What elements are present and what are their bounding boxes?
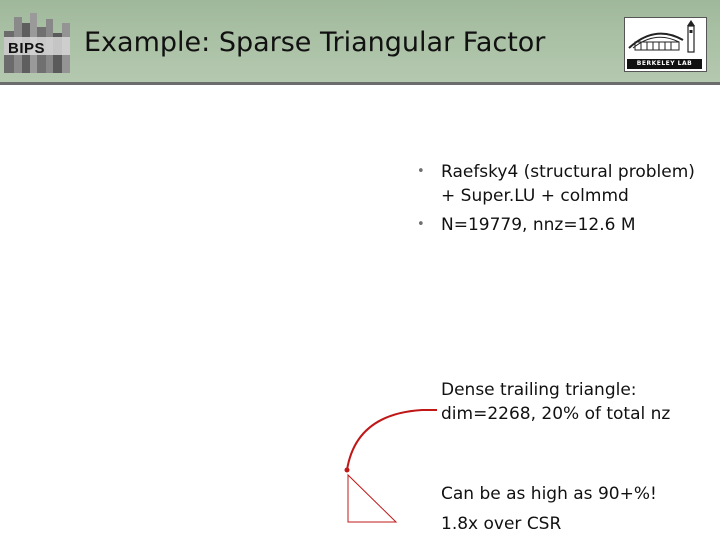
annotation-arrow-arc	[347, 410, 437, 470]
dense-triangle-note: Dense trailing triangle: dim=2268, 20% of total nz	[441, 380, 671, 424]
bips-logo-label: BIPS	[8, 40, 46, 57]
berkeley-lab-wordmark: BERKELEY LAB	[627, 59, 702, 69]
bullet-dot-icon: •	[417, 164, 425, 179]
bullet-text: N=19779, nnz=12.6 M	[441, 215, 636, 235]
speedup-note: 1.8x over CSR	[441, 514, 562, 534]
bullet-text: Raefsky4 (structural problem) + Super.LU + colmmd	[441, 162, 695, 206]
slide-title: Example: Sparse Triangular Factor	[84, 27, 546, 58]
dense-triangle-shape	[348, 475, 396, 522]
bullet-dot-icon: •	[417, 217, 425, 232]
high-as-note: Can be as high as 90+%!	[441, 484, 657, 504]
arc-endpoint-dot	[345, 468, 350, 473]
